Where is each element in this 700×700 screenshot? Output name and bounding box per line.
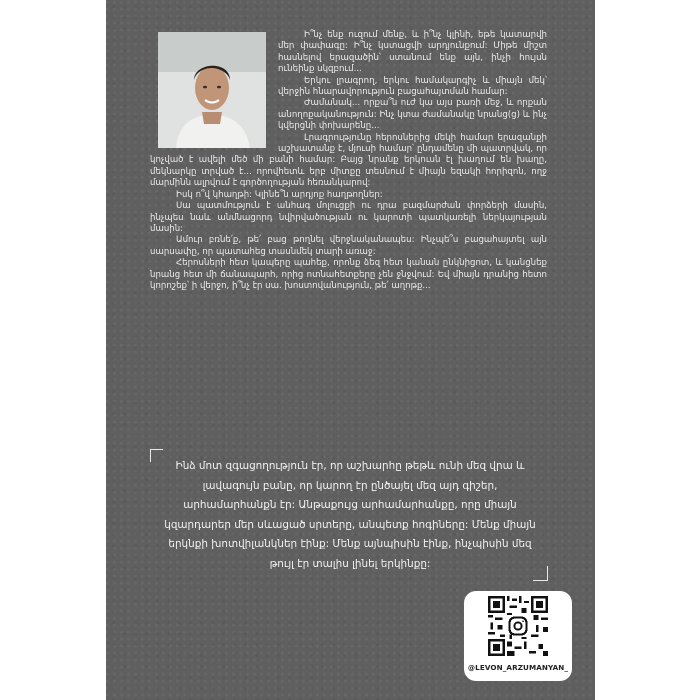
synopsis-paragraph: Ամուր բռնե՛ք, թե՛ բաց թողնել վերջնականապես: Ինչպե՞ս բացահայտել այն սարսափը, որ պատահեց տասնմեկ տարի առաջ: [150,235,547,257]
synopsis-text [150,30,547,292]
synopsis-paragraph: Լրագրությունը հերոսներից մեկի համար երազանքի աշխատանք է, մյուսի համար՝ ընդամենը մի պատրվակ, որ կոչված է ավելի մեծ մի բանի համար: Բայց նրանք երկուսն էլ խաղում են խաղը, մեկնարկը տրված է... որովհետև երբ միտքը տեսնում է միայն եզակի հորիզոն, ողջ մարմինն ալրվում է գործողության հեռանկարով: [150,132,547,189]
synopsis-paragraph: Հերոսների հետ կապերը պահեք, որոնք ձեզ հետ կանան ընկնիցոտ, և կանցնեք նրանց հետ մի ճանապարհ, որից ոտնահետքերը չեն ջնջվում: Եվ միայն դրանից հետո կորոշեք՝ ի վերջո, ի՞նչ էր սա. խոստովանություն, թե՛ աղոթք... [150,258,547,291]
synopsis-paragraph: Երկու լրագրող, երկու համակարգիչ և միայն մեկ՝ վերջին հնարավորություն բացահայտման համար: [278,75,547,98]
instagram-handle: @LEVON_ARZUMANYAN_ [467,663,569,672]
synopsis-paragraph: Իսկ ո՞վ կհաղթի: Կլինե՞ն արդյոք հաղթողներ: [176,189,383,200]
synopsis-paragraph: Ի՞նչ ենք ուզում մենք, և ի՞նչ կլինի, եթե կատարվի մեր փափագը: Ի՞նչ կստացվի արդյունքում: Միթե միշտ հասնելով երազածին՝ ստանում ենք այն, ինչի հույսն ունեինք սկզբում... [278,30,547,75]
synopsis-paragraph: Ժամանակ... որքա՞ն ուժ կա այս բառի մեջ, և որքան անողոքականություն: Ինչ կտա ժամանակը նրանց(ց) և ինչ կվերցնի փոխարենը... [278,98,547,132]
synopsis-paragraph: Սա պատմություն է անհագ մոլուցքի ու դրա բազմարժան փորձերի մասին, ինչպես նաև անմնացորդ նվիրվածության ու կարոտի պատկառելի ներկայության մասին: [150,201,547,234]
corner-bracket-top-left [150,449,163,462]
qr-code-icon[interactable] [488,596,548,656]
quote-box [150,449,548,581]
quote-text: Ինձ մոտ զգացողություն էր, որ աշխարհը թեթև ունի մեզ վրա և լավագույն բանը, որ կարող էր ընծայել մեզ այդ գիշեր, արհամարհանքն էր: Անթաքույց արհամարհանքը, որը միայն կզարդարեր մեր սևացած սրտերը, անպետք հոգիները: Մենք միայն երկնքի խոտվիլանկներ էինք: Մենք այնպիսին էինք, ինչպիսին մեզ թույլ էր տալիս լինել երկինքը: [164,460,536,570]
qr-card[interactable] [464,591,572,681]
